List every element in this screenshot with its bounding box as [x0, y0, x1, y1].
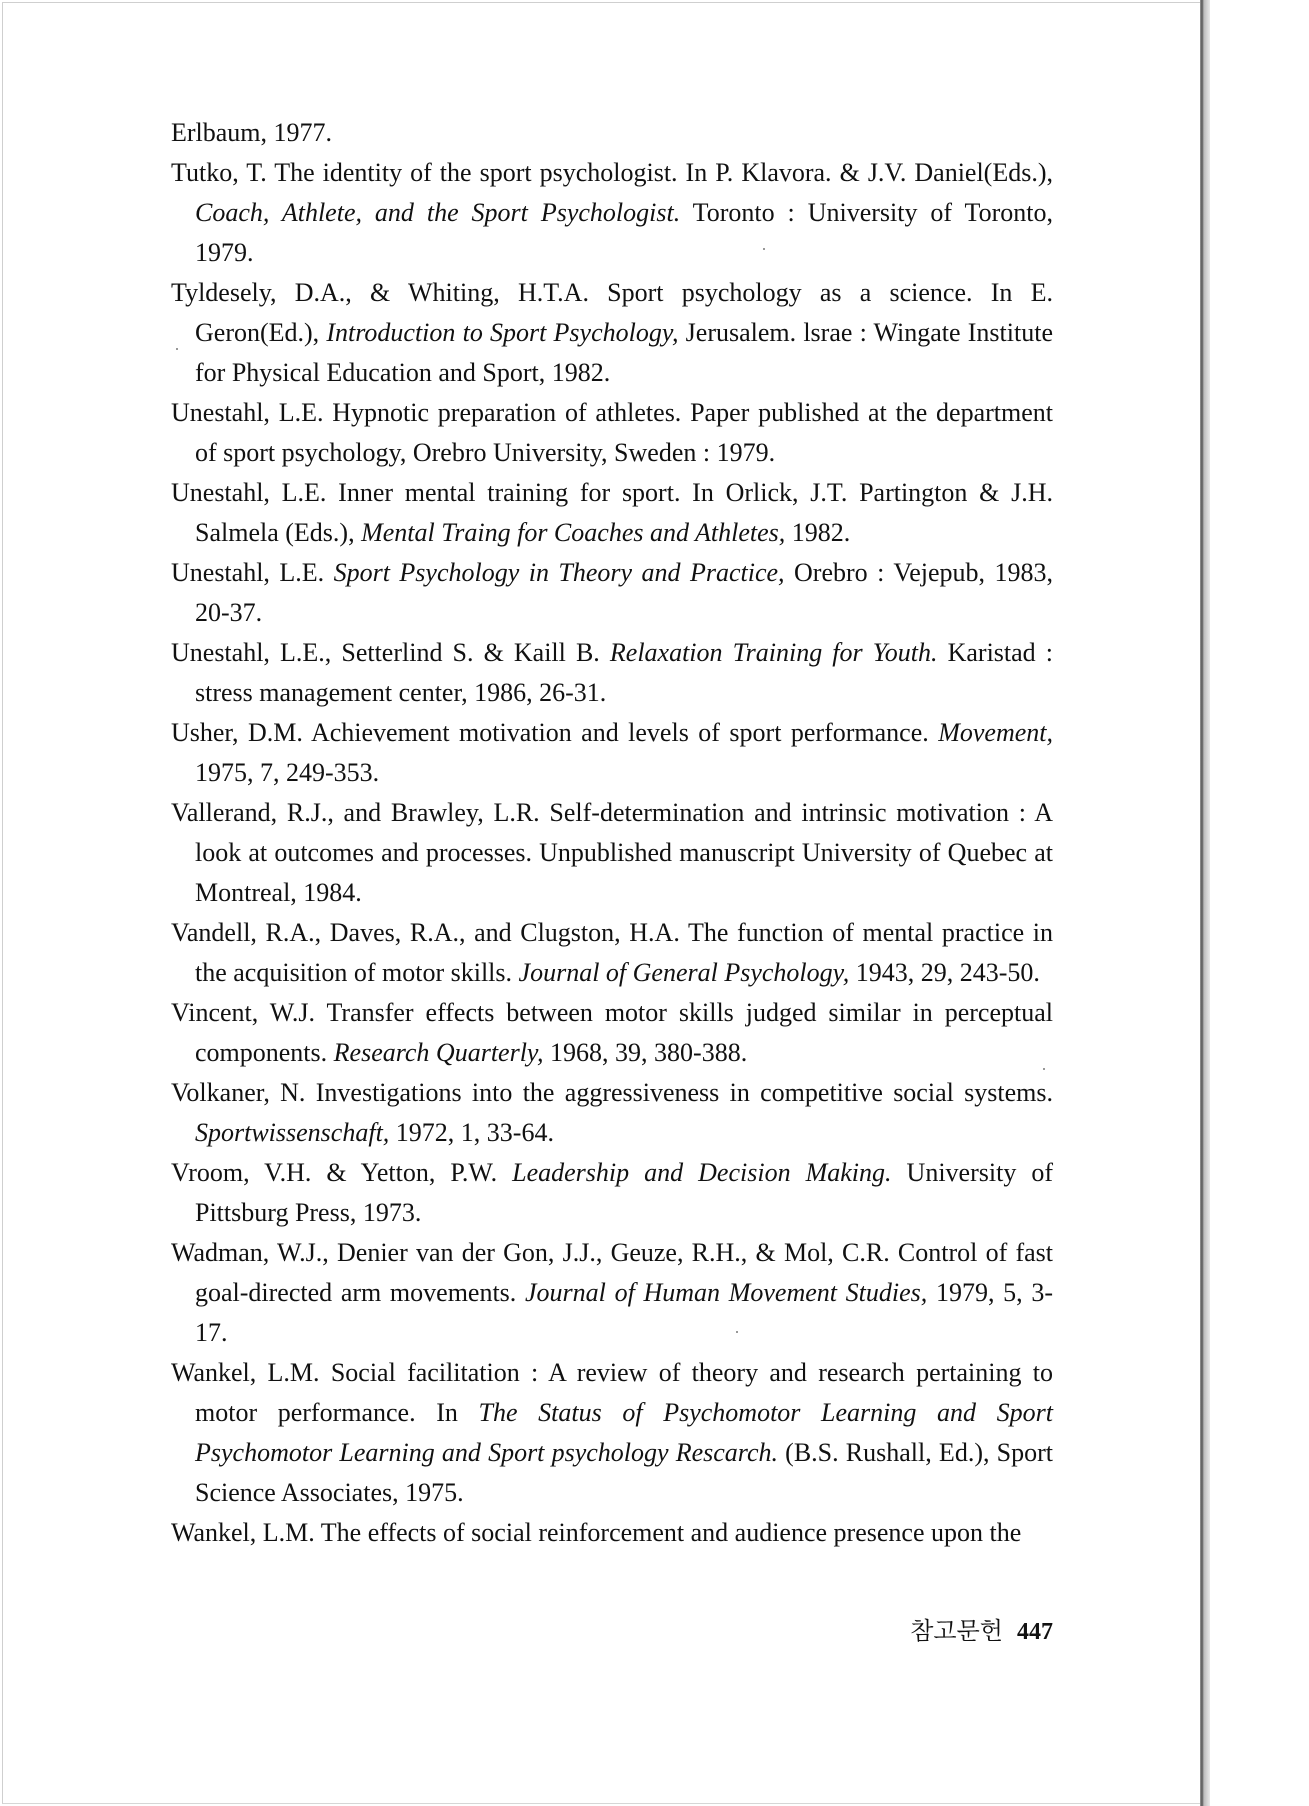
reference-text: Vandell, R.A., Daves, R.A., and Clugston, H.A. The function of mental practice in the acquisition of motor skills.: [171, 918, 1053, 987]
reference-entry: [171, 153, 1053, 273]
reference-entry: [171, 1153, 1053, 1233]
scan-speck: [1043, 1068, 1045, 1070]
reference-entry: [171, 1513, 1053, 1553]
reference-text: Orebro : Vejepub, 1983, 20-37.: [195, 558, 1053, 627]
reference-entry: [171, 993, 1053, 1073]
reference-text: Vallerand, R.J., and Brawley, L.R. Self-determination and intrinsic motivation : A look at outcomes and processes. Unpublished manuscript University of Quebec at Montreal, 1984.: [171, 798, 1053, 907]
scan-speck: [176, 348, 178, 350]
reference-text: 1968, 39, 380-388.: [543, 1038, 748, 1067]
reference-text: Unestahl, L.E., Setterlind S. & Kaill B.: [171, 638, 610, 667]
reference-text: (B.S. Rushall, Ed.), Sport Science Associates, 1975.: [195, 1438, 1053, 1507]
reference-text: Erlbaum, 1977.: [171, 118, 333, 147]
reference-title: Journal of Human Movement Studies,: [525, 1278, 928, 1307]
reference-title: Leadership and Decision Making.: [512, 1158, 892, 1187]
reference-text: Vroom, V.H. & Yetton, P.W.: [171, 1158, 513, 1187]
reference-text: University of Pittsburg Press, 1973.: [195, 1158, 1054, 1227]
scan-speck: [763, 248, 765, 250]
reference-title: Relaxation Training for Youth.: [609, 638, 938, 667]
reference-entry: [171, 1353, 1053, 1513]
reference-text: Usher, D.M. Achievement motivation and levels of sport performance.: [171, 718, 939, 747]
reference-text: 1982.: [785, 518, 851, 547]
reference-text: 1972, 1, 33-64.: [389, 1118, 554, 1147]
reference-text: Volkaner, N. Investigations into the aggressiveness in competitive social systems.: [171, 1078, 1053, 1107]
reference-text: Unestahl, L.E. Hypnotic preparation of athletes. Paper published at the department of sport psychology, Orebro University, Sweden : 1979.: [171, 398, 1053, 467]
reference-text: Jerusalem. lsrae : Wingate Institute for Physical Education and Sport, 1982.: [195, 318, 1053, 387]
reference-entry: [171, 793, 1053, 913]
reference-title: Sportwissenschaft,: [195, 1118, 390, 1147]
reference-text: 1979, 5, 3-17.: [195, 1278, 1053, 1347]
reference-entry: [171, 393, 1053, 473]
reference-text: Tyldesely, D.A., & Whiting, H.T.A. Sport psychology as a science. In E. Geron(Ed.),: [171, 278, 1053, 347]
scan-speck: [736, 1331, 738, 1333]
reference-text: Wankel, L.M. The effects of social reinforcement and audience presence upon the: [171, 1518, 1022, 1547]
reference-title: Introduction to Sport Psychology,: [326, 318, 679, 347]
reference-text: Tutko, T. The identity of the sport psychologist. In P. Klavora. & J.V. Daniel(Eds.),: [171, 158, 1053, 187]
reference-list: [171, 113, 1053, 1553]
reference-entry: [171, 553, 1053, 633]
reference-entry: [171, 1073, 1053, 1153]
page-footer: [863, 1615, 1053, 1648]
reference-text: Vincent, W.J. Transfer effects between motor skills judged similar in perceptual components.: [171, 998, 1053, 1067]
reference-text: Toronto : University of Toronto, 1979.: [195, 198, 1053, 267]
page-edge-shadow: [1200, 0, 1210, 1806]
reference-text: 1975, 7, 249-353.: [195, 758, 380, 787]
reference-entry: [171, 113, 1053, 153]
reference-entry: [171, 273, 1053, 393]
reference-title: Journal of General Psychology,: [518, 958, 850, 987]
reference-title: Coach, Athlete, and the Sport Psychologist.: [195, 198, 681, 227]
reference-entry: [171, 473, 1053, 553]
reference-text: Unestahl, L.E.: [171, 558, 334, 587]
page-number: 447: [1017, 1619, 1053, 1645]
running-section-title: 참고문헌: [910, 1617, 1003, 1645]
book-page: [2, 2, 1203, 1804]
reference-entry: [171, 1233, 1053, 1353]
reference-entry: [171, 633, 1053, 713]
reference-text: Karistad : stress management center, 1986, 26-31.: [195, 638, 1053, 707]
reference-title: The Status of Psychomotor Learning and Sport Psychomotor Learning and Sport psychology Rescarch.: [195, 1398, 1054, 1467]
reference-title: Movement,: [938, 718, 1053, 747]
reference-text: Wadman, W.J., Denier van der Gon, J.J., Geuze, R.H., & Mol, C.R. Control of fast goal-directed arm movements.: [171, 1238, 1053, 1307]
reference-title: Mental Traing for Coaches and Athletes,: [361, 518, 786, 547]
reference-title: Sport Psychology in Theory and Practice,: [333, 558, 785, 587]
reference-title: Research Quarterly,: [333, 1038, 544, 1067]
reference-entry: [171, 713, 1053, 793]
reference-text: 1943, 29, 243-50.: [849, 958, 1040, 987]
reference-entry: [171, 913, 1053, 993]
reference-text: Wankel, L.M. Social facilitation : A review of theory and research pertaining to motor performance. In: [171, 1358, 1053, 1427]
reference-text: Unestahl, L.E. Inner mental training for sport. In Orlick, J.T. Partington & J.H. Salmela (Eds.),: [171, 478, 1053, 547]
